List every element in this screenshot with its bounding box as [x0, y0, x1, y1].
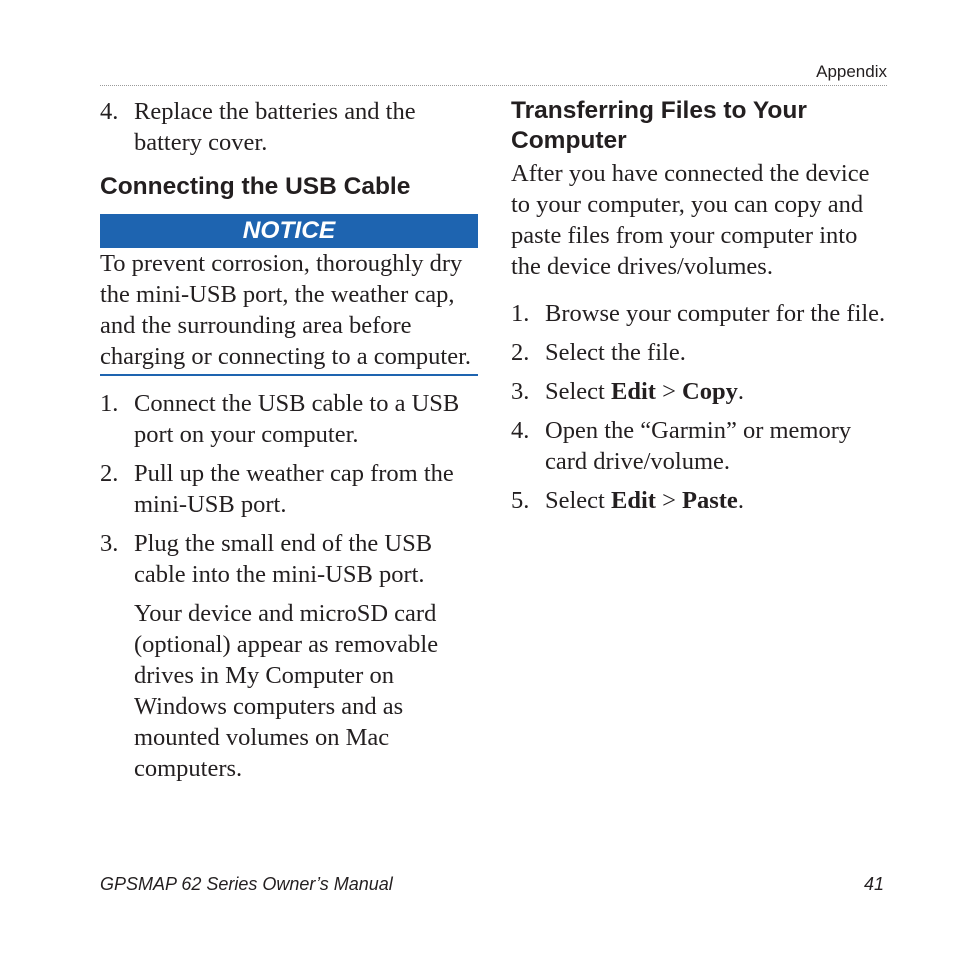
step-text: Browse your computer for the file. [545, 300, 886, 327]
notice-text: To prevent corrosion, thoroughly dry the mini-USB port, the weather cap, and the surrounding area before charging or connecting to a computer. [100, 248, 478, 376]
footer-page-number: 41 [863, 874, 884, 894]
step-number: 3. [100, 530, 119, 557]
step-number: 2. [511, 339, 530, 366]
notice-banner: NOTICE [100, 214, 478, 248]
menu-separator: > [655, 487, 683, 514]
step-number: 4. [100, 98, 119, 125]
usb-step-list [100, 388, 478, 784]
header-divider [100, 85, 887, 86]
list-item [511, 376, 891, 407]
step-prefix: Select [545, 487, 611, 514]
step-number: 3. [511, 378, 530, 405]
list-item [511, 415, 891, 477]
menu-separator: > [655, 378, 683, 405]
step-number: 1. [511, 300, 530, 327]
step-note: Your device and microSD card (optional) appear as removable drives in My Computer on Windows computers and as mounted volumes on Mac computers. [134, 600, 439, 782]
step-number: 5. [511, 487, 530, 514]
list-item [100, 458, 478, 520]
step-text: Pull up the weather cap from the mini-USB port. [134, 460, 454, 518]
step-text [545, 378, 744, 405]
menu-paste: Paste [682, 487, 738, 514]
step-number: 1. [100, 390, 119, 417]
step-text: Plug the small end of the USB cable into the mini-USB port. [134, 530, 433, 588]
list-item [100, 96, 478, 158]
running-head: Appendix [816, 62, 887, 81]
list-item [511, 337, 891, 368]
step-number: 4. [511, 417, 530, 444]
step-suffix: . [737, 487, 744, 514]
section-heading-usb: Connecting the USB Cable [100, 173, 411, 200]
step-text: Select the file. [545, 339, 686, 366]
list-item [100, 388, 478, 450]
transfer-intro: After you have connected the device to your computer, you can copy and paste files from your computer into the device drives/volumes. [511, 160, 870, 280]
transfer-step-list [511, 298, 891, 516]
step-suffix: . [737, 378, 744, 405]
footer-manual-title: GPSMAP 62 Series Owner’s Manual [100, 874, 393, 894]
menu-edit: Edit [611, 378, 656, 405]
left-column [100, 96, 478, 792]
menu-copy: Copy [682, 378, 738, 405]
section-heading-transfer: Transferring Files to Your Computer [511, 97, 807, 154]
list-item [511, 298, 891, 329]
list-item [511, 485, 891, 516]
menu-edit: Edit [611, 487, 656, 514]
step-text: Connect the USB cable to a USB port on your computer. [134, 390, 460, 448]
battery-step-list [100, 96, 478, 158]
step-text [545, 487, 744, 514]
step-text: Replace the batteries and the battery cover. [134, 98, 416, 156]
list-item [100, 528, 478, 784]
step-prefix: Select [545, 378, 611, 405]
step-number: 2. [100, 460, 119, 487]
step-text: Open the “Garmin” or memory card drive/volume. [545, 417, 852, 475]
right-column [511, 96, 891, 524]
